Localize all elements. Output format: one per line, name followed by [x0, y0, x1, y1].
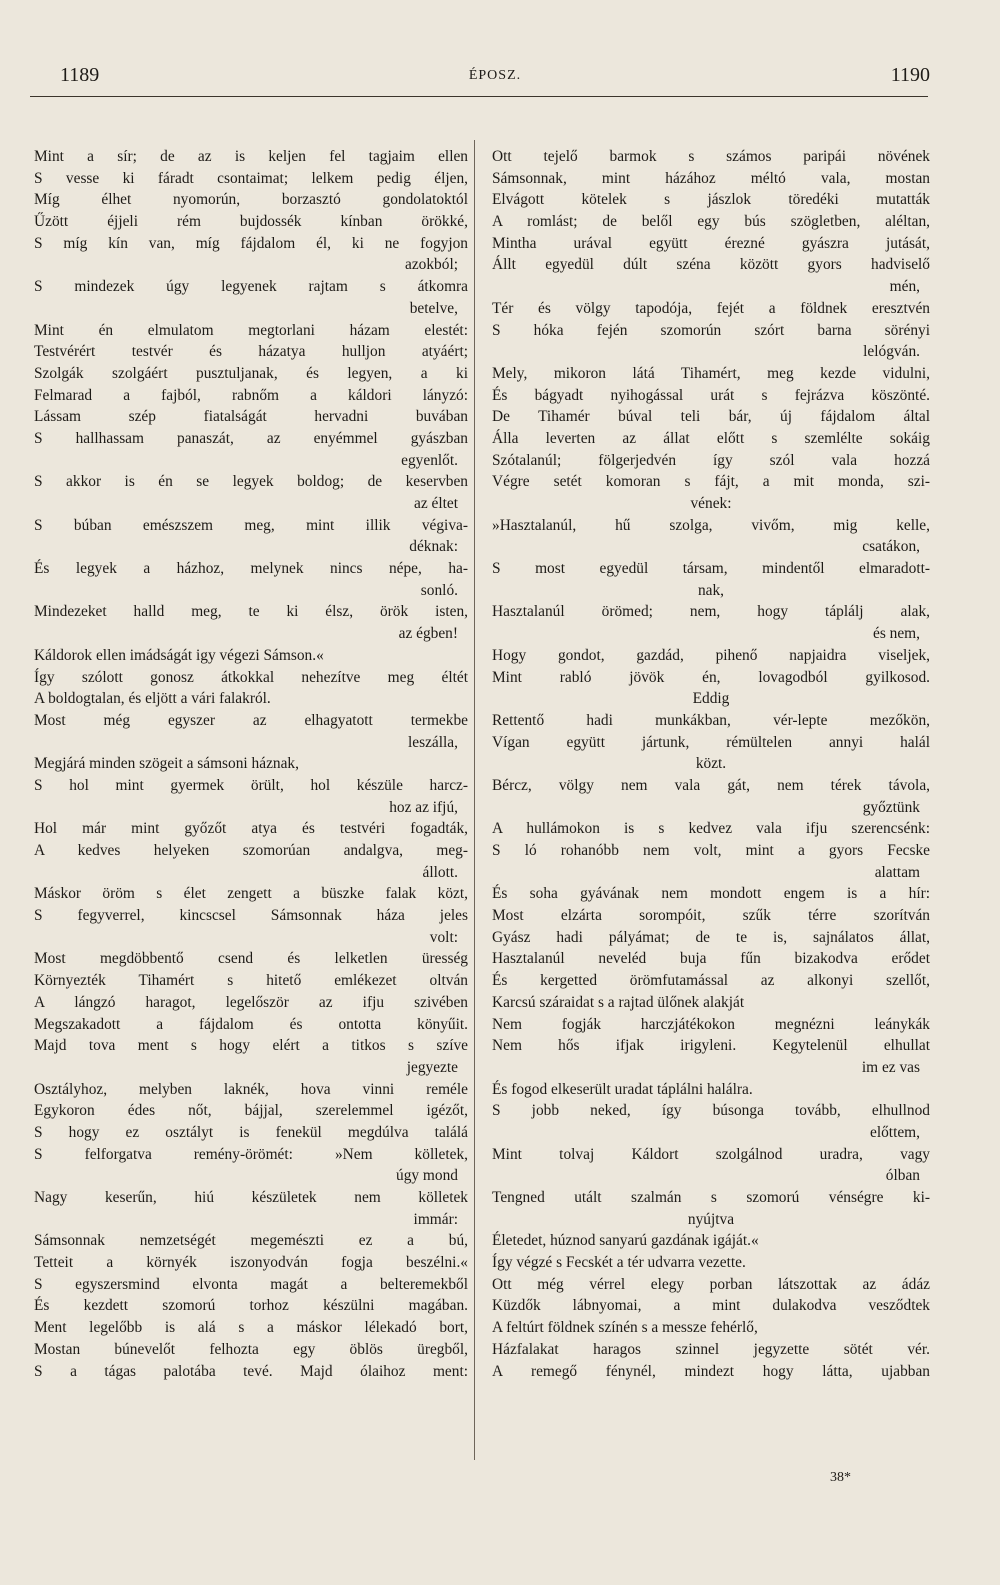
text-line: Hasztalanúl örömed; nem, hogy táplálj alak, [492, 603, 930, 621]
text-line: az éltet [413, 495, 458, 512]
text-line: Tér és völgy tapodója, fejét a földnek eresztvén [492, 299, 930, 317]
text-line: Lássam szép fiatalságát hervadni buvában [34, 408, 468, 426]
text-line: Mint én elmulatom megtorlani házam elestét: [34, 321, 468, 339]
text-line: Mindezeket halld meg, te ki élsz, örök isten, [34, 603, 468, 621]
text-line: Most még egyszer az elhagyatott termekbe [34, 711, 468, 729]
page-number-right: 1190 [890, 64, 930, 86]
text-line: Így végzé s Fecskét a tér udvarra vezette. [492, 1254, 746, 1272]
text-line: Osztályhoz, melyben laknék, hova vinni reméle [34, 1080, 468, 1098]
right-column [492, 146, 930, 1382]
page-number-left: 1189 [60, 64, 100, 86]
text-line: Káldorok ellen imádságát igy végezi Sámson.« [34, 646, 324, 664]
text-line: egyenlőt. [401, 451, 458, 469]
text-line: Ott tejelő barmok s számos paripái növének [492, 148, 930, 165]
text-line: Nem hős ifjak irigyleni. Kegytelenül elhullat [492, 1037, 930, 1055]
text-line: S ló rohanóbb nem volt, mint a gyors Fecske [492, 842, 930, 859]
text-line: mén, [889, 278, 920, 296]
text-line: Vígan együtt jártunk, rémültelen annyi halál [492, 733, 930, 751]
column-divider [474, 140, 475, 1460]
text-line: Most elzárta sorompóit, szűk térre szorítván [492, 907, 930, 925]
text-line: Testvérért testvér és házatya hulljon atyáért; [34, 343, 468, 361]
text-line: Mely, mikoron látá Tihamért, meg kezde vidulni, [492, 364, 930, 382]
text-line: És kezdett szomorú torhoz készülni magában. [34, 1297, 468, 1315]
text-line: lelógván. [863, 343, 920, 361]
text-line: S mindezek úgy legyenek rajtam s átkomra [34, 278, 468, 296]
text-line: Ott még vérrel elegy porban látszottak az ádáz [492, 1275, 930, 1293]
text-line: Megszakadott a fájdalom és ontotta könyűit. [34, 1015, 468, 1033]
text-line: S egyszersmind elvonta magát a belteremekből [34, 1275, 468, 1293]
text-line: állott. [422, 863, 458, 881]
text-line: Hol már mint győzőt atya és testvéri fogadták, [34, 820, 468, 838]
running-title: ÉPOSZ. [468, 68, 522, 83]
text-line: S jobb neked, így búsonga tovább, elhullnod [492, 1102, 930, 1120]
text-line: A feltúrt földnek színén s a messze fehérlő, [492, 1319, 758, 1337]
text-line: ólban [885, 1167, 920, 1185]
text-line: Hogy gondot, gazdád, pihenő napjaidra viseljek, [492, 646, 930, 664]
text-line: S hóka fején szomorún szórt barna sörényi [492, 321, 930, 339]
text-line: úgy mond [396, 1167, 458, 1185]
text-line: Mintha urával együtt érezné gyászra jutását, [492, 234, 930, 252]
text-line: A hullámokon is s kedvez vala ifju szerencsénk: [492, 820, 930, 838]
text-line: Végre setét komoran s fájt, a mit monda, szi- [492, 473, 930, 491]
text-line: közt. [695, 755, 727, 773]
text-line: Sámsonnak nemzetségét megemészti ez a bú, [34, 1232, 468, 1250]
text-line: S hol mint gyermek örült, hol készüle harcz- [34, 776, 468, 794]
text-line: Űzött éjjeli rém bujdossék kínban örökké, [34, 213, 468, 231]
text-line: A romlást; de belől egy bús szögletben, aléltan, [492, 213, 930, 231]
text-line: Elvágott kötelek s jászlok töredéki mutatták [492, 191, 930, 209]
text-line: csatákon, [862, 538, 920, 556]
header-rule [30, 96, 928, 97]
text-line: Tetteit a környék iszonyodván fogja beszélni.« [34, 1254, 468, 1272]
text-line: Környezték Tihamért s hitető emlékezet oltván [34, 972, 468, 990]
text-line: alattam [874, 863, 920, 881]
text-line: Most megdöbbentő csend és lelketlen üresség [34, 950, 468, 968]
text-line: Nagy keserűn, hiú készületek nem kölletek [34, 1189, 468, 1206]
text-line: A lángzó haragot, legelőször az ifju szivében [34, 993, 468, 1011]
text-line: Egykoron édes nőt, bájjal, szerelemmel igézőt, [34, 1102, 468, 1120]
text-line: S hogy ez osztályt is fenekül megdúlva találá [34, 1123, 468, 1141]
text-line: előttem, [869, 1123, 920, 1141]
text-line: S felforgatva remény-örömét: »Nem kölletek, [34, 1145, 468, 1163]
text-line: A kedves helyeken szomorúan andalgva, meg- [34, 842, 468, 859]
text-line: immár: [413, 1210, 458, 1228]
text-line: Szolgák szolgáért pusztuljanak, és legyen, a ki [34, 364, 468, 382]
text-line: nyújtva [687, 1210, 735, 1228]
text-line: vének: [690, 495, 732, 512]
text-line: azokból; [405, 256, 458, 274]
text-line: S hallhassam panaszát, az enyémmel gyászban [34, 429, 468, 447]
text-line: volt: [429, 928, 458, 946]
text-line: S fegyverrel, kincscsel Sámsonnak háza jeles [34, 907, 468, 925]
text-line: Tengned utált szalmán s szomorú vénségre ki- [492, 1189, 930, 1206]
text-line: győztünk [862, 798, 920, 816]
text-line: Így szólott gonosz átkokkal nehezítve meg éltét [34, 668, 468, 686]
text-line: déknak: [409, 538, 458, 556]
text-line: Bércz, völgy nem vala gát, nem térek távola, [492, 776, 930, 794]
text-line: jegyezte [406, 1058, 458, 1076]
text-line: Mint tolvaj Káldort szolgálnod uradra, vagy [492, 1145, 930, 1163]
text-line: leszálla, [408, 733, 458, 751]
text-line: S most egyedül társam, mindentől elmaradott- [492, 560, 930, 578]
text-line: Eddig [692, 690, 730, 708]
text-line: Szótalanúl; fölgerjedvén így szól vala hozzá [492, 451, 930, 469]
text-line: Gyász hadi pályámat; de te is, sajnálatos állat, [492, 928, 930, 946]
text-line: az égben! [398, 625, 458, 643]
text-line: im ez vas [861, 1058, 920, 1076]
text-line: A boldogtalan, és eljött a vári falakról. [34, 690, 271, 708]
text-line: Mint a sír; de az is keljen fel tagjaim ellen [34, 148, 468, 165]
text-line: Ment legelőbb is alá s a máskor lélekadó bort, [34, 1319, 468, 1337]
running-header [60, 64, 930, 94]
text-line: Állt egyedül dúlt széna között gyors hadviselő [492, 256, 930, 274]
text-line: Felmarad a fajból, rabnőm a káldori lányzó: [34, 386, 468, 404]
text-line: Hasztalanúl neveléd buja fűn bizakodva erődet [492, 950, 930, 968]
text-line: Álla leverten az állat előtt s szemlélte sokáig [492, 429, 930, 447]
text-line: S búban emészszem meg, mint illik végiva- [34, 516, 468, 534]
text-line: Rettentő hadi munkákban, vér-lepte mezőkön, [492, 711, 930, 729]
text-line: Küzdők lábnyomai, a mint dulakodva vesződtek [492, 1297, 930, 1315]
text-line: »Hasztalanúl, hű szolga, vivőm, mig kelle, [492, 516, 930, 534]
text-line: Mint rabló jövök én, lovagodból gyilkosod. [492, 668, 930, 686]
text-line: nak, [697, 581, 725, 599]
text-line: De Tihamér búval teli bár, új fájdalom által [492, 408, 930, 426]
text-line: Megjárá minden szögeit a sámsoni háznak, [34, 755, 299, 773]
text-line: És bágyadt nyihogással urát s fejrázva köszönté. [492, 386, 930, 404]
text-line: Házfalakat haragos szinnel jegyzette sötét vér. [492, 1340, 930, 1358]
text-line: Míg élhet nyomorún, borzasztó gondolatoktól [34, 191, 468, 209]
text-line: Karcsú száraidat s a rajtad ülőnek alakját [492, 993, 745, 1011]
text-line: És kergetted örömfutamással az alkonyi szellőt, [492, 972, 930, 990]
text-line: Majd tova ment s hogy elért a titkos s szíve [34, 1037, 468, 1055]
text-line: S míg kín van, míg fájdalom él, ki ne fogyjon [34, 234, 468, 252]
text-line: S akkor is én se legyek boldog; de keservben [34, 473, 468, 491]
text-line: betelve, [409, 299, 458, 317]
text-line: Sámsonnak, mint házához méltó vala, mostan [492, 169, 930, 187]
text-line: S a tágas palotába tevé. Majd ólaihoz ment: [34, 1362, 468, 1380]
text-line: sonló. [420, 581, 458, 599]
text-line: És legyek a házhoz, melynek nincs népe, ha- [34, 560, 468, 578]
text-line: És fogod elkeserült uradat táplálni halálra. [492, 1080, 753, 1098]
text-line: Máskor öröm s élet zengett a büszke falak közt, [34, 885, 468, 903]
text-line: Életedet, húznod sanyarú gazdának igáját.« [492, 1232, 759, 1250]
text-line: Nem fogják harczjátékokon megnézni leánykák [492, 1015, 930, 1033]
text-line: A remegő fénynél, mindezt hogy látta, ujabban [492, 1362, 930, 1380]
text-line: És soha gyávának nem mondott engem is a hír: [492, 885, 930, 903]
signature-mark: 38* [830, 1470, 851, 1485]
text-line: S vesse ki fáradt csontaimat; lelkem pedig éljen, [34, 169, 468, 187]
text-line: hoz az ifjú, [389, 798, 458, 816]
text-line: és nem, [872, 625, 920, 643]
left-column [34, 146, 468, 1382]
text-line: Mostan búnevelőt felhozta egy öblös üregből, [34, 1340, 468, 1358]
